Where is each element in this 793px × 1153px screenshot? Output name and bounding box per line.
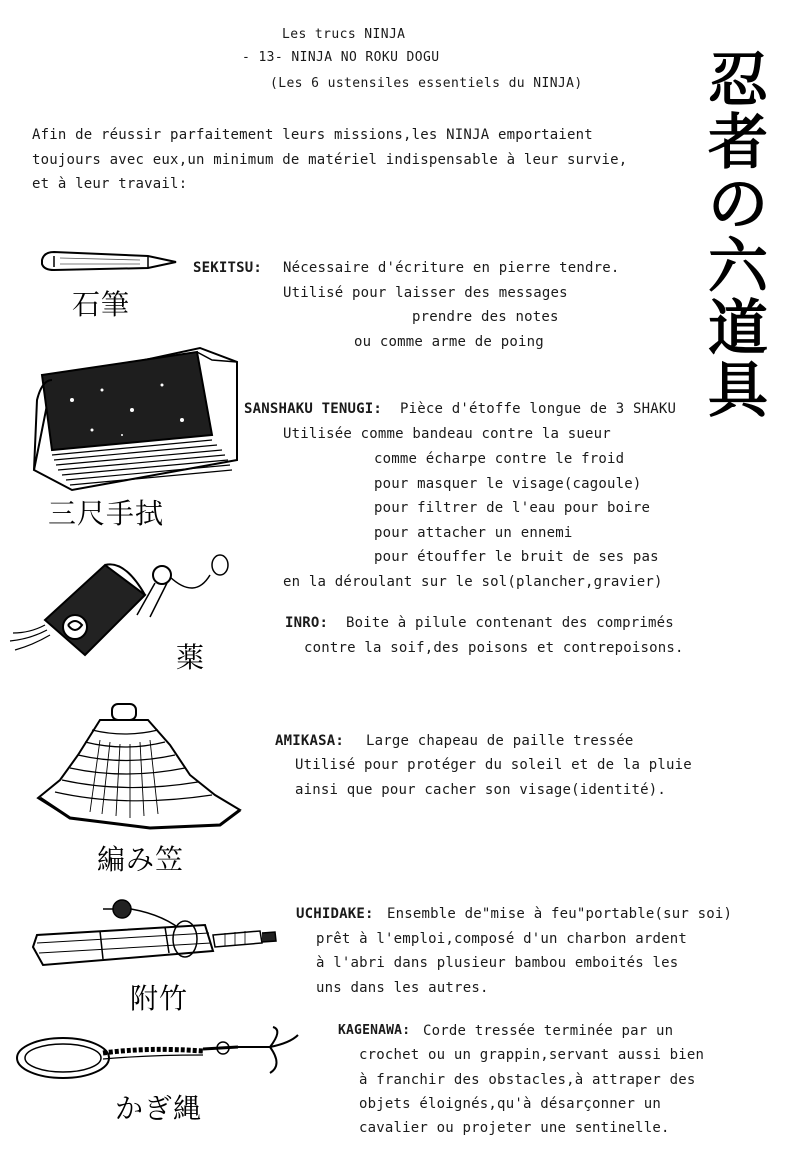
intro-line: toujours avec eux,un minimum de matériel indispensable à leur survie, bbox=[32, 152, 628, 168]
kagenawa-line: crochet ou un grappin,servant aussi bien bbox=[359, 1047, 705, 1063]
uchidake-line: à l'abri dans plusieur bambou emboités les bbox=[316, 955, 679, 971]
amikasa-kanji: 編み笠 bbox=[97, 843, 185, 876]
kagenawa-line: à franchir des obstacles,à attraper des bbox=[359, 1072, 696, 1088]
title-char: 道 bbox=[708, 294, 768, 364]
inro-line: contre la soif,des poisons et contrepoisons. bbox=[304, 640, 684, 656]
kagenawa-name: KAGENAWA: bbox=[338, 1023, 411, 1038]
tenugi-line: Utilisée comme bandeau contre la sueur bbox=[283, 426, 611, 442]
kagenawa-line: objets éloignés,qu'à désarçonner un bbox=[359, 1096, 662, 1112]
inro-kanji: 薬 bbox=[176, 641, 206, 674]
kagenawa-kanji: かぎ縄 bbox=[115, 1092, 203, 1125]
tenugi-kanji: 三尺手拭 bbox=[48, 497, 165, 530]
amikasa-line: ainsi que pour cacher son visage(identité). bbox=[295, 782, 667, 798]
title-char: 具 bbox=[708, 356, 768, 426]
amikasa-name: AMIKASA: bbox=[275, 733, 345, 749]
inro-illustration bbox=[5, 555, 245, 675]
sekitsu-illustration bbox=[40, 248, 180, 278]
amikasa-line: Utilisé pour protéger du soleil et de la pluie bbox=[295, 757, 692, 773]
kagenawa-line: cavalier ou projeter une sentinelle. bbox=[359, 1120, 670, 1136]
kagenawa-illustration bbox=[8, 1025, 308, 1085]
tenugi-illustration bbox=[12, 340, 237, 490]
tenugi-line: comme écharpe contre le froid bbox=[374, 451, 625, 467]
tenugi-line: pour étouffer le bruit de ses pas bbox=[374, 549, 659, 565]
uchidake-name: UCHIDAKE: bbox=[296, 906, 374, 922]
header-line-3: (Les 6 ustensiles essentiels du NINJA) bbox=[270, 76, 583, 91]
uchidake-illustration bbox=[25, 895, 285, 975]
title-char: の bbox=[708, 170, 768, 240]
intro-line: Afin de réussir parfaitement leurs missions,les NINJA emportaient bbox=[32, 127, 593, 143]
vertical-title bbox=[703, 46, 773, 426]
intro-line: et à leur travail: bbox=[32, 176, 188, 192]
inro-name: INRO: bbox=[285, 615, 329, 631]
uchidake-line: Ensemble de"mise à feu"portable(sur soi) bbox=[387, 906, 733, 922]
tenugi-line: en la déroulant sur le sol(plancher,gravier) bbox=[283, 574, 663, 590]
tenugi-line: pour filtrer de l'eau pour boire bbox=[374, 500, 651, 516]
title-char: 六 bbox=[708, 232, 768, 302]
uchidake-line: uns dans les autres. bbox=[316, 980, 489, 996]
tenugi-line: pour attacher un ennemi bbox=[374, 525, 573, 541]
title-char: 者 bbox=[708, 108, 768, 178]
sekitsu-kanji: 石筆 bbox=[72, 288, 131, 321]
header-line-1: Les trucs NINJA bbox=[282, 27, 406, 42]
sekitsu-line: Utilisé pour laisser des messages bbox=[283, 285, 568, 301]
tenugi-name: SANSHAKU TENUGI: bbox=[244, 401, 383, 417]
amikasa-line: Large chapeau de paille tressée bbox=[366, 733, 634, 749]
inro-line: Boite à pilule contenant des comprimés bbox=[346, 615, 674, 631]
sekitsu-line: Nécessaire d'écriture en pierre tendre. bbox=[283, 260, 620, 276]
uchidake-line: prêt à l'emploi,composé d'un charbon ardent bbox=[316, 931, 688, 947]
tenugi-line: pour masquer le visage(cagoule) bbox=[374, 476, 642, 492]
amikasa-illustration bbox=[30, 700, 250, 830]
sekitsu-name: SEKITSU: bbox=[193, 260, 263, 276]
header-line-2: - 13- NINJA NO ROKU DOGU bbox=[242, 50, 440, 65]
kagenawa-line: Corde tressée terminée par un bbox=[423, 1023, 674, 1039]
sekitsu-line: prendre des notes bbox=[412, 309, 559, 325]
uchidake-kanji: 附竹 bbox=[130, 982, 189, 1015]
sekitsu-line: ou comme arme de poing bbox=[354, 334, 544, 350]
tenugi-line: Pièce d'étoffe longue de 3 SHAKU bbox=[400, 401, 677, 417]
title-char: 忍 bbox=[708, 46, 768, 116]
